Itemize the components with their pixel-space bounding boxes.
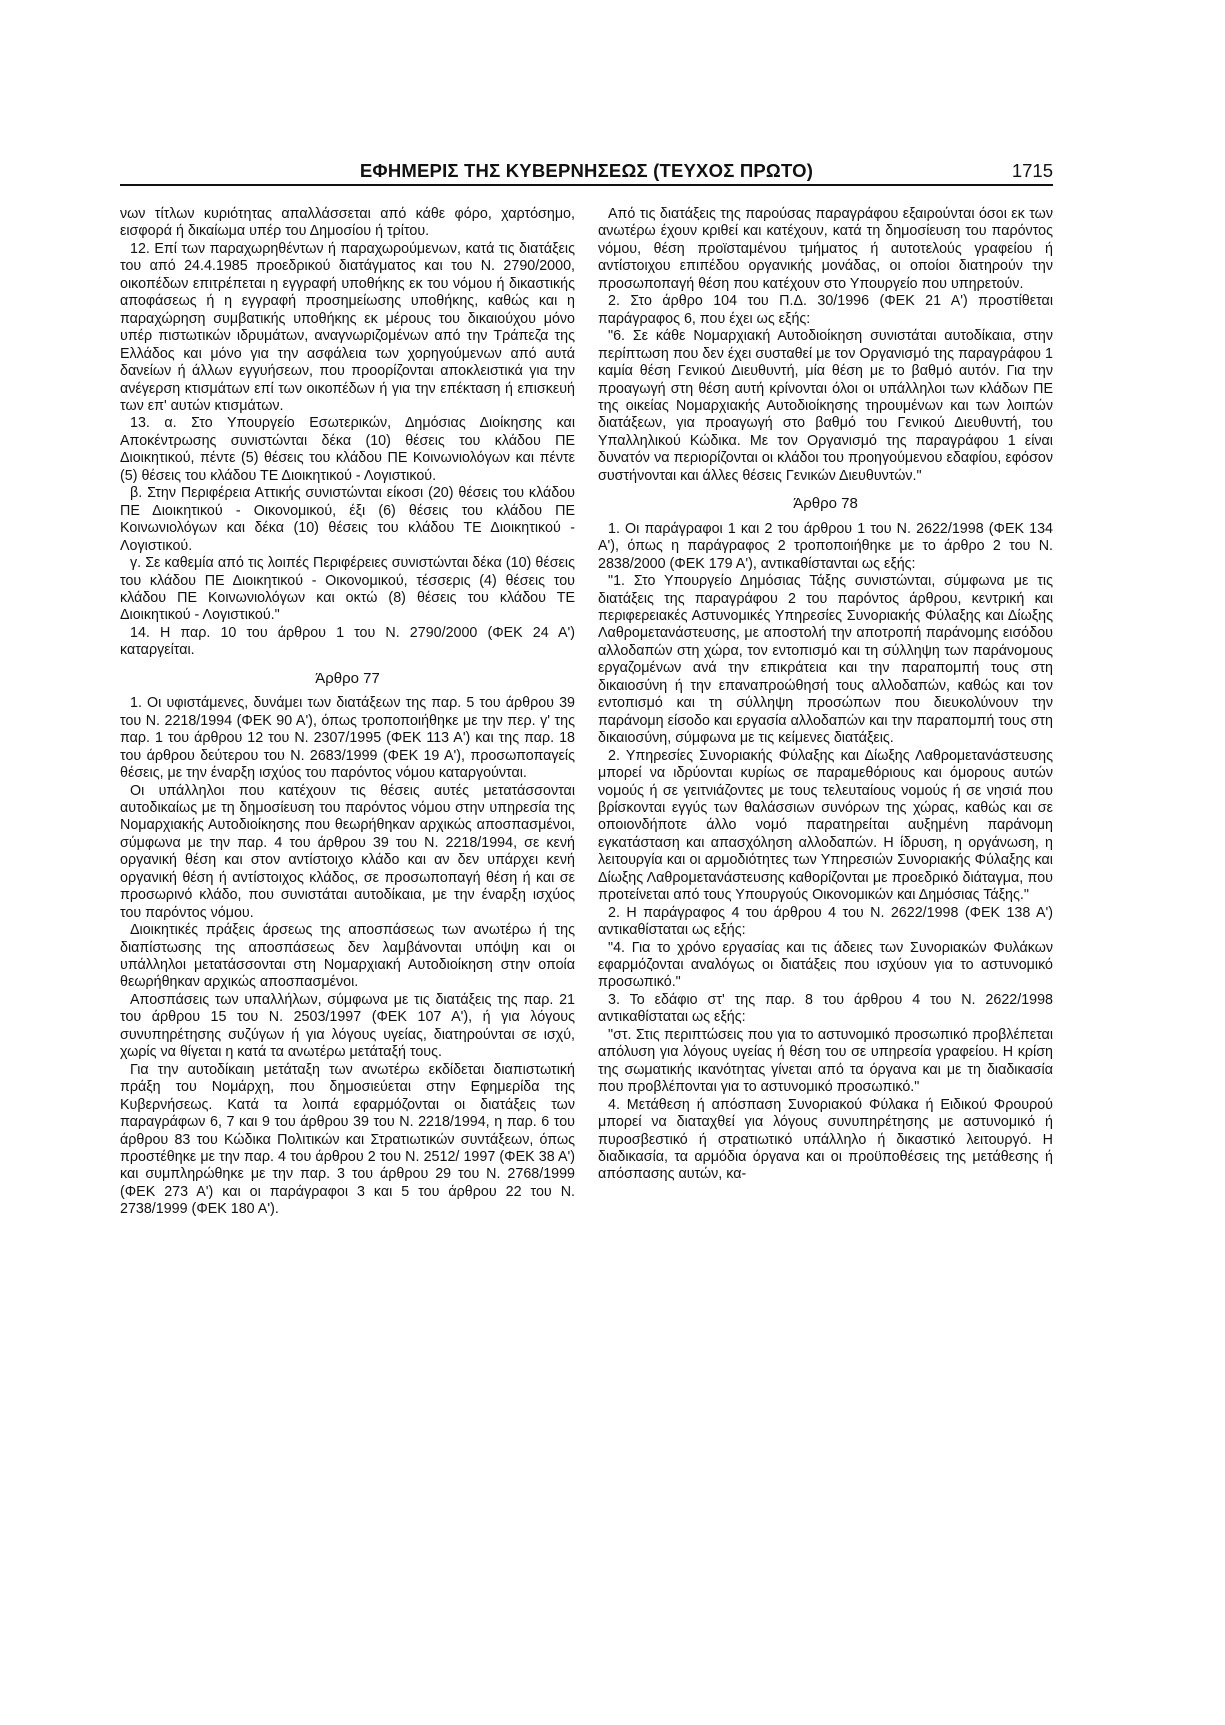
page-header: [120, 158, 1053, 182]
paragraph: Αποσπάσεις των υπαλλήλων, σύμφωνα με τις διατάξεις της παρ. 21 του άρθρου 15 του Ν. 2503/1997 (ΦΕΚ 107 Α'), ή για λόγους συνυπηρέτησης συζύγων ή για λόγους υγείας, διατηρούνται σε ισχύ, χωρίς να θίγεται η κατά τα ανωτέρω μετάταξή τους.: [120, 991, 575, 1061]
paragraph: 13. α. Στο Υπουργείο Εσωτερικών, Δημόσιας Διοίκησης και Αποκέντρωσης συνιστώνται δέκα (10) θέσεις του κλάδου ΠΕ Διοικητικού, πέντε (5) θέσεις του κλάδου ΠΕ Κοινωνιολόγων και πέντε (5) θέσεις του κλάδου ΤΕ Διοικητικού - Λογιστικού.: [120, 415, 575, 484]
paragraph: Για την αυτοδίκαιη μετάταξη των ανωτέρω εκδίδεται διαπιστωτική πράξη του Νομάρχη, που δημοσιεύεται στην Εφημερίδα της Κυβερνήσεως. Κατά τα λοιπά εφαρμόζονται οι διατάξεις των παραγράφων 6, 7 και 9 του άρθρου 39 του Ν. 2218/1994, η παρ. 6 του άρθρου 83 του Κώδικα Πολιτικών και Στρατιωτικών συντάξεων, όπως προστέθηκε με την παρ. 4 του άρθρου 2 του Ν. 2512/ 1997 (ΦΕΚ 38 Α') και συμπληρώθηκε με την παρ. 3 του άρθρου 29 του Ν. 2768/1999 (ΦΕΚ 273 Α') και οι παράγραφοι 3 και 5 του άρθρου 22 του Ν. 2738/1999 (ΦΕΚ 180 Α').: [120, 1061, 575, 1218]
page-number: 1715: [1011, 160, 1053, 181]
article-heading: Άρθρο 77: [315, 669, 380, 687]
left-column: [120, 206, 575, 1219]
paragraph: Οι υπάλληλοι που κατέχουν τις θέσεις αυτές μετατάσσονται αυτοδικαίως με τη δημοσίευση του παρόντος νόμου στην υπηρεσία της Νομαρχιακής Αυτοδιοίκησης που θεωρήθηκαν αρχικώς αποσπασμένοι, σύμφωνα με την παρ. 4 του άρθρου 39 του Ν. 2218/1994, σε κενή οργανική θέση και στον αντίστοιχο κλάδο και αν δεν υπάρχει κενή οργανική θέση ή αντίστοιχος κλάδος, σε προσωποπαγή θέση ή και σε προσωρινό κλάδο, που συνιστάται αυτοδίκαια, με την έναρξη ισχύος του παρόντος νόμου.: [120, 782, 575, 921]
article-heading: Άρθρο 78: [793, 495, 858, 513]
paragraph: 3. Το εδάφιο στ' της παρ. 8 του άρθρου 4 του Ν. 2622/1998 αντικαθίσταται ως εξής:: [598, 991, 1053, 1026]
right-column: [598, 206, 1053, 1184]
paragraph: 1. Οι υφιστάμενες, δυνάμει των διατάξεων της παρ. 5 του άρθρου 39 του Ν. 2218/1994 (ΦΕΚ 90 Α'), όπως τροποποιήθηκε με την περ. γ' της παρ. 1 του άρθρου 12 του Ν. 2307/1995 (ΦΕΚ 113 Α') και της παρ. 18 του άρθρου δεύτερου του Ν. 2683/1999 (ΦΕΚ 19 Α'), προσωποπαγείς θέσεις, με την έναρξη ισχύος του παρόντος νόμου καταργούνται.: [120, 695, 575, 782]
header-rule: [120, 184, 1053, 186]
paragraph: 2. Στο άρθρο 104 του Π.Δ. 30/1996 (ΦΕΚ 21 Α') προστίθεται παράγραφος 6, που έχει ως εξής:: [598, 293, 1053, 327]
paragraph: Από τις διατάξεις της παρούσας παραγράφου εξαιρούνται όσοι εκ των ανωτέρω έχουν κριθεί και κατέχουν, κατά τη δημοσίευση του παρόντος νόμου, θέση προϊσταμένου τμήματος ή αυτοτελούς γραφείου ή αντίστοιχου επιπέδου οργανικής μονάδας, οι οποίοι διατηρούν την προσωποπαγή θέση που κατέχουν στο Υπουργείο που υπηρετούν.: [598, 206, 1053, 292]
paragraph: 1. Οι παράγραφοι 1 και 2 του άρθρου 1 του Ν. 2622/1998 (ΦΕΚ 134 Α'), όπως η παράγραφος 2 τροποποιήθηκε με το άρθρο 2 του Ν. 2838/2000 (ΦΕΚ 179 Α'), αντικαθίστανται ως εξής:: [598, 520, 1053, 572]
paragraph: 2. Η παράγραφος 4 του άρθρου 4 του Ν. 2622/1998 (ΦΕΚ 138 Α') αντικαθίσταται ως εξής:: [598, 904, 1053, 939]
paragraph: 14. Η παρ. 10 του άρθρου 1 του Ν. 2790/2000 (ΦΕΚ 24 Α') καταργείται.: [120, 624, 575, 659]
paragraph: "1. Στο Υπουργείο Δημόσιας Τάξης συνιστώνται, σύμφωνα με τις διατάξεις της παραγράφου 2 του παρόντος άρθρου, κεντρική και περιφερειακές Αστυνομικές Υπηρεσίες Συνοριακής Φύλαξης και Δίωξης Λαθρομετανάστευσης, με αποστολή την αποτροπή παράνομης εισόδου αλλοδαπών στη χώρα, τον εντοπισμό και τη σύλληψη των παράνομους εργαζομένων ανά την επικράτεια και την παραπομπή τους στη δικαιοσύνη ή την επαναπροώθησή τους αλλοδαπών, καθώς και τον εντοπισμό και τη σύλληψη προσώπων που διευκολύνουν την παράνομη είσοδο και εργασία αλλοδαπών και την παραπομπή τους στη δικαιοσύνη, σύμφωνα με τις κείμενες διατάξεις.: [598, 573, 1053, 747]
gazette-title: ΕΦΗΜΕΡΙΣ ΤΗΣ ΚΥΒΕΡΝΗΣΕΩΣ (ΤΕΥΧΟΣ ΠΡΩΤΟ): [359, 160, 814, 181]
paragraph: 4. Μετάθεση ή απόσπαση Συνοριακού Φύλακα ή Ειδικού Φρουρού μπορεί να διαταχθεί για λόγους συνυπηρέτησης με αστυνομικό ή πυροσβεστικό ή στρατιωτικό υπάλληλο ή δικαστικό λειτουργό. Η διαδικασία, τα αρμόδια όργανα και οι προϋποθέσεις της μετάθεσης ή απόσπασης αυτών, κα-: [598, 1096, 1053, 1183]
paragraph: "4. Για το χρόνο εργασίας και τις άδειες των Συνοριακών Φυλάκων εφαρμόζονται αναλόγως οι διατάξεις που ισχύουν για το αστυνομικό προσωπικό.": [598, 939, 1053, 991]
paragraph: "6. Σε κάθε Νομαρχιακή Αυτοδιοίκηση συνιστάται αυτοδίκαια, στην περίπτωση που δεν έχει συσταθεί με τον Οργανισμό της παραγράφου 1 καμία θέση Γενικού Διευθυντή, μία θέση με το βαθμό αυτόν. Για την προαγωγή στη θέση αυτή κρίνονται όλοι οι υπάλληλοι των κλάδων ΠΕ της οικείας Νομαρχιακής Αυτοδιοίκησης τηρουμένων και των λοιπών διατάξεων, για προαγωγή στο βαθμό του Γενικού Διευθυντή, του Υπαλληλικού Κώδικα. Με τον Οργανισμό της παραγράφου 1 είναι δυνατόν να περιορίζονται οι κλάδοι του προηγούμενου εδαφίου, εφόσον συστήνονται και άλλες θέσεις Γενικών Διευθυντών.": [598, 328, 1053, 484]
paragraph: 2. Υπηρεσίες Συνοριακής Φύλαξης και Δίωξης Λαθρομετανάστευσης μπορεί να ιδρύονται κυρίως σε παραμεθόριους και όμορους αυτών νομούς ή σε γειτνιάζοντες με τους τελευταίους νομούς ή σε νησιά που βρίσκονται εγγύς των θαλάσσιων συνόρων της χώρας, καθώς και σε οποιονδήποτε άλλο νομό παρατηρείται αυξημένη παράνομη εγκατάσταση και απασχόληση αλλοδαπών. Η ίδρυση, η οργάνωση, η λειτουργία και οι αρμοδιότητες των Υπηρεσιών Συνοριακής Φύλαξης και Δίωξης Λαθρομετανάστευσης καθορίζονται με προεδρικό διάταγμα, που προτείνεται από τους Υπουργούς Οικονομικών και Δημόσιας Τάξης.": [598, 747, 1053, 904]
paragraph: "στ. Στις περιπτώσεις που για το αστυνομικό προσωπικό προβλέπεται απόλυση για λόγους υγείας ή θέση του σε υπηρεσία γραφείου. Η κρίση της σωματικής ικανότητας γίνεται από τα όργανα και με τη διαδικασία που προβλέπονται για το αστυνομικό προσωπικό.": [598, 1026, 1053, 1096]
paragraph: Διοικητικές πράξεις άρσεως της αποσπάσεως των ανωτέρω ή της διαπίστωσης της αποσπάσεως δεν λαμβάνονται υπόψη και οι υπάλληλοι μετατάσσονται στη Νομαρχιακή Αυτοδιοίκηση στην οποία θεωρήθηκαν αρχικώς αποσπασμένοι.: [120, 922, 575, 991]
paragraph: 12. Επί των παραχωρηθέντων ή παραχωρούμενων, κατά τις διατάξεις του από 24.4.1985 προεδρικού διατάγματος και του Ν. 2790/2000, οικοπέδων επιτρέπεται η εγγραφή υποθήκης εκ του νόμου ή δικαστικής αποφάσεως ή η εγγραφή προσημείωσης υποθήκης, καθώς και η παραχώρηση συμβατικής υποθήκης εκ μέρους του δικαιούχου μόνο υπέρ πιστωτικών ιδρυμάτων, αναγνωριζομένων από την Τράπεζα της Ελλάδος και μόνο για την ασφάλεια των χορηγούμενων από αυτά δανείων ή άλλων εγγυήσεων, που προορίζονται αποκλειστικά για την ανέγερση κτισμάτων επί των οικοπέδων ή για την επέκταση ή επισκευή των επ' αυτών κτισμάτων.: [120, 240, 575, 414]
paragraph: νων τίτλων κυριότητας απαλλάσσεται από κάθε φόρο, χαρτόσημο, εισφορά ή δικαίωμα υπέρ του Δημοσίου ή τρίτου.: [120, 206, 575, 240]
paragraph: γ. Σε καθεμία από τις λοιπές Περιφέρειες συνιστώνται δέκα (10) θέσεις του κλάδου ΠΕ Διοικητικού - Οικονομικού, τέσσερις (4) θέσεις του κλάδου ΠΕ Κοινωνιολόγων και οκτώ (8) θέσεις του κλάδου ΤΕ Διοικητικού - Λογιστικού.": [120, 555, 575, 624]
paragraph: β. Στην Περιφέρεια Αττικής συνιστώνται είκοσι (20) θέσεις του κλάδου ΠΕ Διοικητικού - Οικονομικού, έξι (6) θέσεις του κλάδου ΠΕ Κοινωνιολόγων και δέκα (10) θέσεις του κλάδου ΤΕ Διοικητικού - Λογιστικού.: [120, 485, 575, 554]
